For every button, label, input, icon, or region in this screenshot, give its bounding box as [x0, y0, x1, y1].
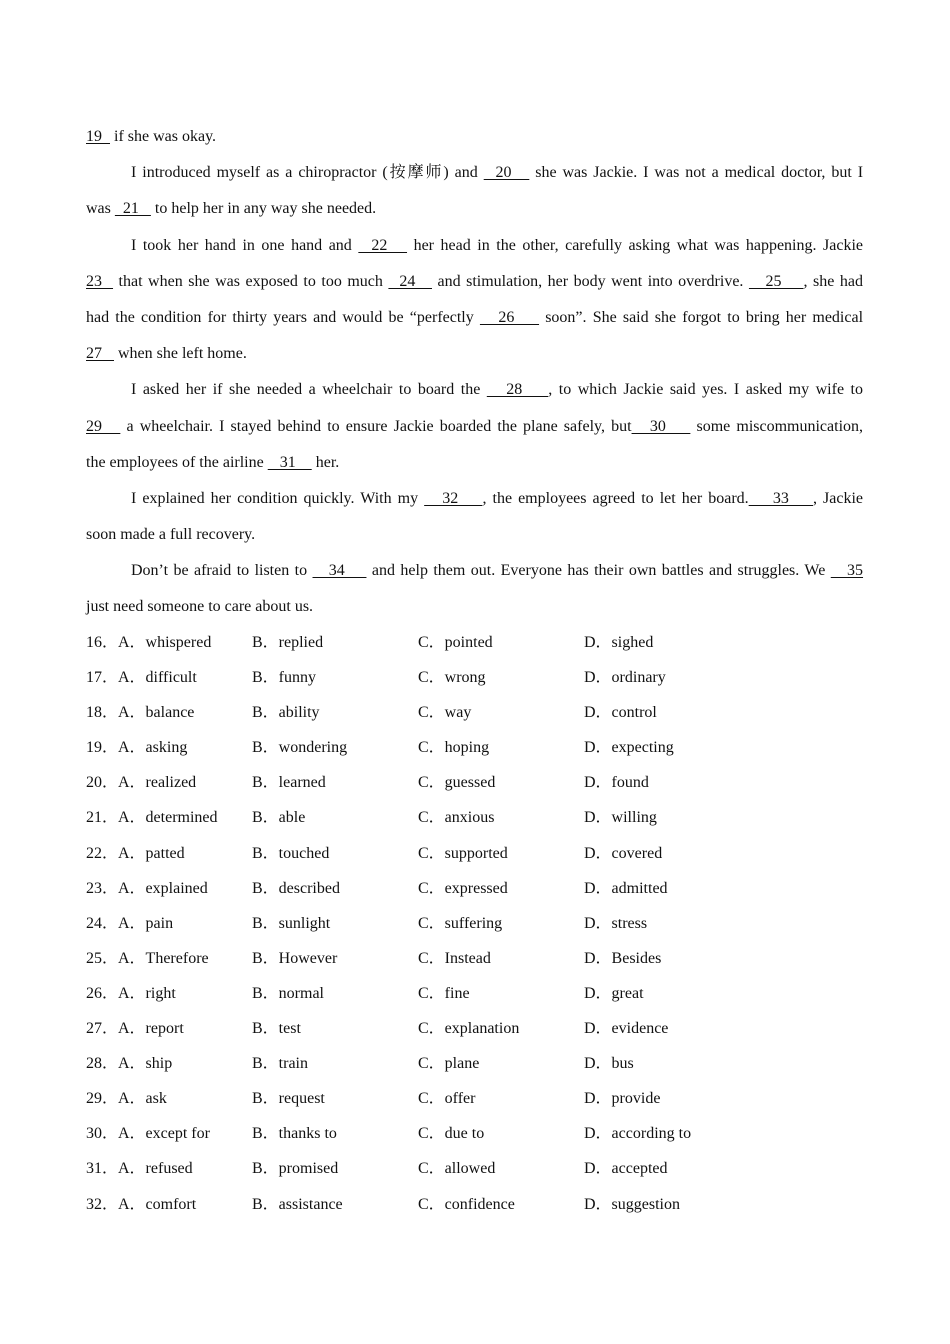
question-number: 29．	[86, 1090, 119, 1108]
passage-text: I took her hand in one hand and	[131, 236, 359, 254]
answer-blank: 31	[267, 453, 312, 471]
answer-blank: 29	[86, 417, 121, 435]
passage-text: Don’t be afraid to listen to	[131, 562, 313, 580]
question-number: 19．	[86, 739, 119, 757]
question-number: 21．	[86, 809, 119, 827]
passage-text: her.	[311, 453, 340, 471]
option-b: B．ability	[252, 704, 320, 722]
question-row	[86, 906, 886, 941]
question-row	[86, 836, 886, 871]
question-row	[86, 660, 886, 695]
question-row	[86, 976, 886, 1011]
answer-blank: 20	[483, 164, 530, 182]
option-d: D．bus	[584, 1055, 634, 1073]
question-number: 23．	[86, 879, 119, 897]
passage-text: and help them out. Everyone has their own battles and struggles. We	[366, 562, 831, 580]
option-d: D．ordinary	[584, 669, 666, 687]
question-row	[86, 625, 886, 660]
passage-text: to help her in any way she needed.	[150, 200, 377, 218]
option-b: B．funny	[252, 669, 317, 687]
question-number: 24．	[86, 914, 119, 932]
option-c: C．offer	[418, 1090, 476, 1108]
option-a: A．determined	[118, 809, 218, 827]
option-c: C．allowed	[418, 1160, 496, 1178]
option-a: A．except for	[118, 1125, 210, 1143]
passage-text: the employees of the airline	[86, 453, 268, 471]
passage-text: and stimulation, her body went into overdrive.	[431, 272, 749, 290]
answer-blank: 35	[830, 562, 864, 580]
passage-text: had the condition for thirty years and would be “perfectly	[86, 308, 480, 326]
option-a: A．whispered	[118, 634, 212, 651]
option-d: D．evidence	[584, 1020, 669, 1038]
passage-line	[86, 191, 863, 227]
option-a: A．explained	[118, 879, 208, 897]
option-c: C．guessed	[418, 774, 496, 792]
option-d: D．admitted	[584, 879, 668, 897]
answer-blank: 27	[86, 345, 114, 363]
passage-line	[86, 119, 863, 155]
passage-text: soon made a full recovery.	[86, 526, 256, 544]
passage-text: if she was okay.	[110, 128, 217, 145]
passage-line	[86, 481, 863, 517]
option-d: D．provide	[584, 1090, 661, 1108]
option-b: B．touched	[252, 844, 330, 862]
question-number: 31．	[86, 1160, 119, 1178]
option-b: B．request	[252, 1090, 325, 1108]
option-c: C．hoping	[418, 739, 490, 757]
option-a: A．ship	[118, 1055, 173, 1073]
passage-text: a wheelchair. I stayed behind to ensure Jackie boarded the plane safely, but	[120, 417, 632, 435]
answer-blank: 28	[486, 381, 549, 399]
answer-blank: 32	[424, 489, 483, 507]
passage-text: some miscommunication,	[690, 417, 864, 435]
option-c: C．suffering	[418, 914, 503, 932]
question-row	[86, 871, 886, 906]
passage-line	[86, 300, 863, 336]
option-b: B．However	[252, 949, 338, 967]
passage-line	[86, 517, 863, 553]
option-c: C．anxious	[418, 809, 495, 827]
question-row	[86, 765, 886, 800]
option-b: B．learned	[252, 774, 326, 792]
option-d: D．Besides	[584, 949, 662, 967]
option-a: A．ask	[118, 1090, 167, 1108]
option-b: B．train	[252, 1055, 308, 1073]
option-a: A．balance	[118, 704, 195, 722]
options-list	[86, 625, 886, 1222]
option-d: D．according to	[584, 1125, 692, 1143]
passage-text: , to which Jackie said yes. I asked my wife to	[548, 381, 863, 399]
passage-line	[86, 228, 863, 264]
option-c: C．wrong	[418, 669, 486, 687]
option-a: A．comfort	[118, 1195, 197, 1213]
passage-text: her head in the other, carefully asking what was happening. Jackie	[407, 236, 864, 254]
option-d: D．suggestion	[584, 1195, 681, 1213]
answer-blank: 24	[388, 272, 432, 290]
option-d: D．covered	[584, 844, 663, 862]
option-c: C．way	[418, 704, 472, 722]
passage-text: when she left home.	[114, 345, 247, 363]
question-row	[86, 1046, 886, 1081]
option-a: A．refused	[118, 1160, 193, 1178]
question-row	[86, 800, 886, 835]
option-a: A．right	[118, 984, 176, 1002]
question-row	[86, 730, 886, 765]
passage-text: , Jackie	[813, 489, 864, 507]
passage-text: soon”. She said she forgot to bring her medical	[539, 308, 864, 326]
question-number: 20．	[86, 774, 119, 792]
option-d: D．great	[584, 984, 644, 1002]
option-b: B．replied	[252, 634, 324, 651]
question-number: 22．	[86, 844, 119, 862]
question-row	[86, 941, 886, 976]
option-a: A．report	[118, 1020, 184, 1038]
passage-line	[86, 155, 863, 191]
option-a: A．difficult	[118, 669, 197, 687]
option-b: B．assistance	[252, 1195, 343, 1213]
question-number: 26．	[86, 984, 119, 1002]
option-a: A．realized	[118, 774, 197, 792]
option-d: D．accepted	[584, 1160, 668, 1178]
option-d: D．sighed	[584, 634, 654, 651]
passage-text: I explained her condition quickly. With my	[131, 489, 425, 507]
answer-blank: 33	[748, 489, 813, 507]
answer-blank: 30	[631, 417, 691, 435]
option-d: D．control	[584, 704, 657, 722]
option-d: D．found	[584, 774, 649, 792]
question-number: 16．	[86, 634, 119, 651]
option-d: D．expecting	[584, 739, 674, 757]
option-a: A．pain	[118, 914, 174, 932]
option-c: C．pointed	[418, 634, 493, 651]
option-b: B．sunlight	[252, 914, 331, 932]
option-a: A．patted	[118, 844, 185, 862]
passage-text: she was Jackie. I was not a medical doctor, but I	[529, 164, 864, 182]
option-c: C．Instead	[418, 949, 491, 967]
question-number: 30．	[86, 1125, 119, 1143]
question-number: 32．	[86, 1195, 119, 1213]
answer-blank: 21	[114, 200, 151, 218]
answer-blank: 19	[86, 128, 110, 145]
option-b: B．test	[252, 1020, 301, 1038]
question-row	[86, 1116, 886, 1151]
option-c: C．confidence	[418, 1195, 515, 1213]
question-number: 28．	[86, 1055, 119, 1073]
option-b: B．described	[252, 879, 340, 897]
passage-text: that when she was exposed to too much	[113, 272, 389, 290]
passage-text: , she had	[803, 272, 864, 290]
option-b: B．promised	[252, 1160, 339, 1178]
passage-text: I introduced myself as a chiropractor (按摩师) and	[131, 164, 484, 182]
question-row	[86, 1151, 886, 1186]
question-number: 27．	[86, 1020, 119, 1038]
passage-text: just need someone to care about us.	[86, 598, 314, 616]
question-row	[86, 695, 886, 730]
passage-line	[86, 589, 863, 625]
answer-blank: 26	[479, 308, 540, 326]
option-d: D．willing	[584, 809, 657, 827]
option-a: A．Therefore	[118, 949, 209, 967]
passage-line	[86, 336, 863, 372]
passage-line	[86, 264, 863, 300]
question-row	[86, 1011, 886, 1046]
option-b: B．able	[252, 809, 306, 827]
passage	[86, 119, 863, 626]
passage-text: , the employees agreed to let her board.	[482, 489, 749, 507]
passage-line	[86, 553, 863, 589]
option-c: C．due to	[418, 1125, 485, 1143]
option-c: C．plane	[418, 1055, 480, 1073]
option-c: C．supported	[418, 844, 508, 862]
passage-line	[86, 445, 863, 481]
question-number: 17．	[86, 669, 119, 687]
option-d: D．stress	[584, 914, 648, 932]
question-row	[86, 1081, 886, 1116]
option-b: B．normal	[252, 984, 324, 1002]
answer-blank: 22	[358, 236, 408, 254]
question-row	[86, 1187, 886, 1222]
question-number: 18．	[86, 704, 119, 722]
passage-text: was	[86, 200, 115, 218]
option-b: B．wondering	[252, 739, 348, 757]
option-b: B．thanks to	[252, 1125, 337, 1143]
answer-blank: 25	[748, 272, 804, 290]
option-c: C．expressed	[418, 879, 508, 897]
question-number: 25．	[86, 949, 119, 967]
passage-line	[86, 409, 863, 445]
passage-line	[86, 372, 863, 408]
option-c: C．explanation	[418, 1020, 520, 1038]
answer-blank: 34	[312, 562, 367, 580]
option-a: A．asking	[118, 739, 188, 757]
answer-blank: 23	[86, 272, 114, 290]
passage-text: I asked her if she needed a wheelchair to board the	[131, 381, 487, 399]
option-c: C．fine	[418, 984, 470, 1002]
